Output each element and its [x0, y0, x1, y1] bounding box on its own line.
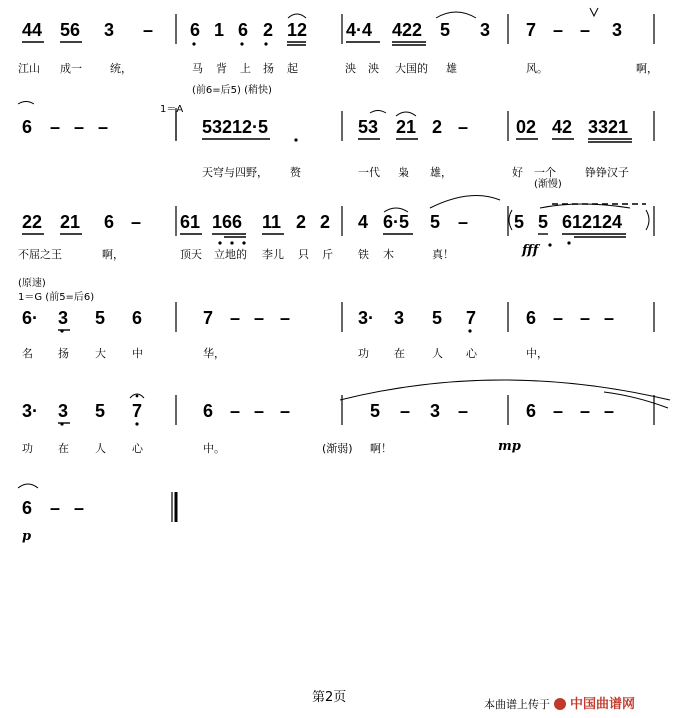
lyric: 木 [383, 248, 394, 261]
note: – [131, 212, 142, 232]
octave-dot [264, 42, 267, 45]
note: 44 [22, 20, 43, 40]
note: 7 [466, 308, 477, 328]
watermark [484, 693, 635, 712]
note: – [74, 117, 85, 137]
lyric: 背 [216, 62, 227, 75]
lyric: 雄， [430, 166, 452, 179]
lyric: 泱 [345, 62, 356, 75]
watermark-text: 本曲谱上传于 [484, 698, 550, 711]
lyric: 一代 [358, 166, 380, 179]
slur [18, 102, 34, 105]
annotation: (原速) [18, 278, 46, 289]
note: 5 [432, 308, 443, 328]
note: – [553, 20, 564, 40]
lyric: 顶天 [180, 248, 202, 261]
dynamic-marking: fff [522, 243, 539, 258]
note: 2 [432, 117, 443, 137]
note: 53 [358, 117, 379, 137]
lyric: 啊， [102, 248, 124, 261]
lyric: 风。 [526, 62, 548, 75]
lyric: 天穹与四野， [202, 166, 268, 179]
note: 6· [22, 308, 39, 328]
note: 6 [132, 308, 143, 328]
lyric: 心 [132, 442, 143, 455]
lyric: 心 [466, 347, 477, 360]
lyric: 功 [22, 442, 33, 455]
dynamic-marking: mp [498, 439, 521, 454]
lyric: 功 [358, 347, 369, 360]
note: – [580, 20, 591, 40]
note: 6 [22, 498, 33, 518]
octave-dot [294, 138, 297, 141]
lyric: 中。 [203, 442, 225, 455]
note: 21 [396, 117, 417, 137]
octave-dot [192, 42, 195, 45]
note: 3 [480, 20, 491, 40]
octave-dot [218, 241, 221, 244]
note: 3 [58, 308, 69, 328]
note: 4·4 [346, 20, 373, 40]
note: – [254, 401, 265, 421]
slur [396, 112, 416, 116]
page-number: 第2页 [312, 690, 347, 705]
lyric: 扬 [263, 62, 274, 75]
note: 3· [22, 401, 39, 421]
note: 2 [263, 20, 274, 40]
note: 7 [132, 401, 143, 421]
annotation: 1＝G (前5=后6) [18, 292, 95, 303]
lyric: 人 [432, 347, 443, 360]
note: 6 [526, 308, 537, 328]
lyric: 在 [58, 442, 69, 455]
octave-dot [135, 422, 138, 425]
note: 6 [22, 117, 33, 137]
note: – [604, 401, 615, 421]
note: 3 [58, 401, 69, 421]
octave-dot [548, 243, 551, 246]
note: 3 [430, 401, 441, 421]
lyric: 赘 [290, 166, 301, 179]
note: – [230, 401, 241, 421]
note: 5 [95, 308, 106, 328]
note: – [458, 401, 469, 421]
lyric: 中， [526, 347, 548, 360]
note: – [280, 308, 291, 328]
note: 5 [370, 401, 381, 421]
note: – [254, 308, 265, 328]
note: 21 [60, 212, 81, 232]
slur [436, 12, 476, 18]
note: – [458, 212, 469, 232]
note: 5 [95, 401, 106, 421]
paren-right [646, 210, 649, 230]
lyric: 大 [95, 347, 106, 360]
lyric: 好 [512, 166, 523, 179]
note: 1 [214, 20, 225, 40]
lyric: 一个 [534, 166, 556, 179]
octave-dot [230, 241, 233, 244]
lyric: 中 [132, 347, 143, 360]
fermata-dot [136, 395, 139, 398]
slur [18, 484, 38, 488]
note: 6 [104, 212, 115, 232]
lyric: 江山 [18, 62, 40, 75]
lyric: 啊！ [370, 442, 392, 455]
slur [430, 196, 500, 209]
lyric: 统， [110, 62, 132, 75]
lyric: 大国的 [395, 62, 428, 75]
lyric: 铁 [358, 248, 369, 261]
note: 7 [526, 20, 537, 40]
lyric: 华， [203, 347, 225, 360]
lyric: 李儿 [262, 248, 284, 261]
lyric: 只 [298, 248, 309, 261]
note: 6 [526, 401, 537, 421]
watermark-brand: 中国曲谱网 [570, 697, 636, 712]
lyric: 泱 [368, 62, 379, 75]
note: – [400, 401, 411, 421]
note: 7 [203, 308, 214, 328]
octave-dot [240, 42, 243, 45]
note: 3321 [588, 117, 629, 137]
paren-left [509, 210, 512, 230]
lyric: 马 [192, 62, 203, 75]
note: 6 [203, 401, 214, 421]
lyric: 立地的 [214, 248, 247, 261]
annotation: (前6=后5) (稍快) [192, 85, 272, 96]
lyric: 斤 [322, 248, 333, 261]
lyric: 铮铮汉子 [585, 166, 629, 179]
note: 61 [180, 212, 201, 232]
octave-dot [60, 422, 63, 425]
note: 3 [394, 308, 405, 328]
breath-mark [590, 8, 598, 16]
lyric: 不屈之王 [18, 248, 62, 261]
note: – [50, 117, 61, 137]
site-logo-icon [554, 698, 566, 710]
lyric: (渐弱) [322, 442, 353, 455]
note: 3 [612, 20, 623, 40]
lyric: 成一 [60, 62, 82, 75]
note: 5 [538, 212, 549, 232]
note: 166 [212, 212, 243, 232]
lyric: 扬 [58, 347, 69, 360]
note: 4 [358, 212, 369, 232]
note: 53212·5 [202, 117, 269, 137]
note: – [458, 117, 469, 137]
octave-dot [60, 329, 63, 332]
note: 5 [430, 212, 441, 232]
lyric: 枭 [398, 166, 409, 179]
note: – [580, 308, 591, 328]
octave-dot [468, 329, 471, 332]
note: – [98, 117, 109, 137]
note: – [553, 308, 564, 328]
note: 422 [392, 20, 423, 40]
lyric: 真！ [432, 248, 454, 261]
note: – [143, 20, 154, 40]
note: 2 [320, 212, 331, 232]
note: 12 [287, 20, 308, 40]
slur [370, 111, 386, 114]
lyric: 名 [22, 347, 33, 360]
note: 56 [60, 20, 81, 40]
note: 11 [262, 212, 282, 232]
annotation: (渐慢) [534, 179, 562, 190]
note: 02 [516, 117, 537, 137]
lyric: 雄 [446, 62, 457, 75]
note: 2 [296, 212, 307, 232]
note: 6 [190, 20, 201, 40]
note: 3· [358, 308, 375, 328]
lyric: 人 [95, 442, 106, 455]
note: – [230, 308, 241, 328]
note: 5 [514, 212, 525, 232]
note: 3 [104, 20, 115, 40]
note: 42 [552, 117, 573, 137]
note: – [74, 498, 85, 518]
note: – [580, 401, 591, 421]
note: 6 [238, 20, 249, 40]
note: – [553, 401, 564, 421]
note: 612124 [562, 212, 623, 232]
octave-dot [242, 241, 245, 244]
lyric: 啊， [636, 62, 658, 75]
annotation: 1＝A [160, 104, 184, 115]
slur [288, 14, 306, 18]
note: 6·5 [383, 212, 410, 232]
lyric: 上 [240, 62, 251, 75]
note: 5 [440, 20, 451, 40]
note: 22 [22, 212, 43, 232]
lyric: 起 [287, 62, 298, 75]
note: – [50, 498, 61, 518]
note: – [604, 308, 615, 328]
slur [340, 380, 670, 400]
octave-dot [567, 241, 570, 244]
dynamic-marking: p [22, 529, 32, 544]
lyric: 在 [394, 347, 405, 360]
note: – [280, 401, 291, 421]
